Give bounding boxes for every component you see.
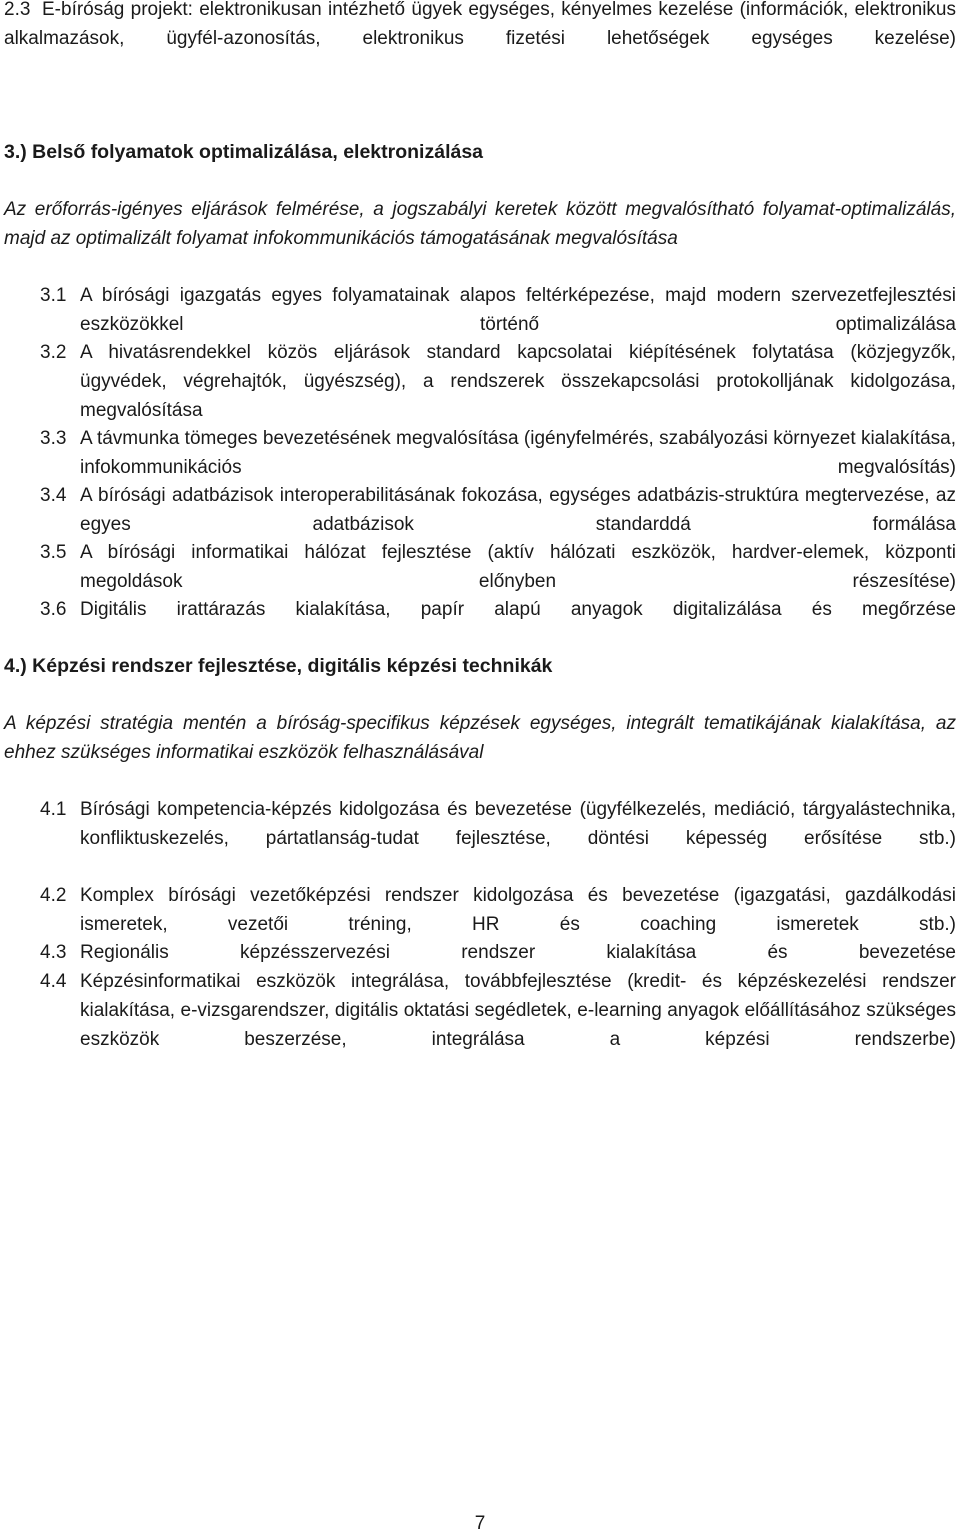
item-text: A távmunka tömeges bevezetésének megvalósítása (igényfelmérés, szabályozási környezet kialakítása, infokommunikációs megvalósítás) — [80, 428, 956, 478]
item-number: 3.3 — [40, 428, 67, 449]
item-text: A bírósági informatikai hálózat fejlesztése (aktív hálózati eszközök, hardver-elemek, központi megoldások előnyben részesítése) — [80, 542, 956, 592]
list-item-2-3 — [4, 0, 956, 82]
list-item-3-6 — [40, 595, 956, 653]
item-number: 2.3 — [4, 0, 31, 20]
item-number: 4.3 — [40, 942, 67, 963]
section-intro-3: Az erőforrás-igényes eljárások felmérése, a jogszabályi keretek között megvalósítható folyamat-optimalizálás, majd az optimalizált folyamat infokommunikációs támogatásának megvalósítása — [4, 199, 956, 249]
item-text: A hivatásrendekkel közös eljárások standard kapcsolatai kiépítésének folytatása (közjegyzők, ügyvédek, végrehajtók, ügyészség), a rendszerek összekapcsolási protokolljának kidolgozása, megvalósítása — [80, 342, 956, 421]
item-text: Digitális irattárazás kialakítása, papír alapú anyagok digitalizálása és megőrzése — [80, 599, 956, 620]
section-heading-3: 3.) Belső folyamatok optimalizálása, elektronizálása — [4, 141, 484, 163]
item-text: Regionális képzésszervezési rendszer kialakítása és bevezetése — [80, 942, 956, 963]
item-number: 3.4 — [40, 485, 67, 506]
item-number: 4.4 — [40, 971, 67, 992]
item-text: Komplex bírósági vezetőképzési rendszer kidolgozása és bevezetése (igazgatási, gazdálkodási ismeretek, vezetői tréning, HR és coaching ismeretek stb.) — [80, 885, 956, 935]
item-number: 3.2 — [40, 342, 67, 363]
item-text: Bírósági kompetencia-képzés kidolgozása és bevezetése (ügyfélkezelés, mediáció, tárgyalástechnika, konfliktuskezelés, pártatlanság-tudat fejlesztése, döntési képesség erősítése stb.) — [80, 799, 956, 849]
section-heading-4: 4.) Képzési rendszer fejlesztése, digitális képzési technikák — [4, 655, 553, 677]
item-text: Képzésinformatikai eszközök integrálása, továbbfejlesztése (kredit- és képzéskezelési rendszer kialakítása, e-vizsgarendszer, digitális oktatási segédletek, e-learning anyagok előállításához szükséges eszközök beszerzése, integrálása a képzési rendszerbe) — [80, 971, 956, 1050]
item-number: 3.1 — [40, 285, 67, 306]
item-number: 3.6 — [40, 599, 67, 620]
item-number: 3.5 — [40, 542, 67, 563]
item-text: A bírósági igazgatás egyes folyamatainak alapos feltérképezése, majd modern szervezetfejlesztési eszközökkel történő optimalizálása — [80, 285, 956, 335]
item-number: 4.1 — [40, 799, 67, 820]
section-intro-4: A képzési stratégia mentén a bíróság-specifikus képzések egységes, integrált tematikájának kialakítása, az ehhez szükséges informatikai eszközök felhasználásával — [4, 713, 956, 763]
item-number: 4.2 — [40, 885, 67, 906]
list-item-4-1 — [40, 795, 956, 882]
page-number: 7 — [474, 1513, 486, 1534]
list-item-4-4 — [40, 967, 956, 1083]
item-text: A bírósági adatbázisok interoperabilitásának fokozása, egységes adatbázis-struktúra megtervezése, az egyes adatbázisok standarddá formálása — [80, 485, 956, 535]
item-text: E-bíróság projekt: elektronikusan intézhető ügyek egységes, kényelmes kezelése (információk, elektronikus alkalmazások, ügyfél-azonosítás, elektronikus fizetési lehetőségek egységes kezelése) — [4, 0, 956, 49]
